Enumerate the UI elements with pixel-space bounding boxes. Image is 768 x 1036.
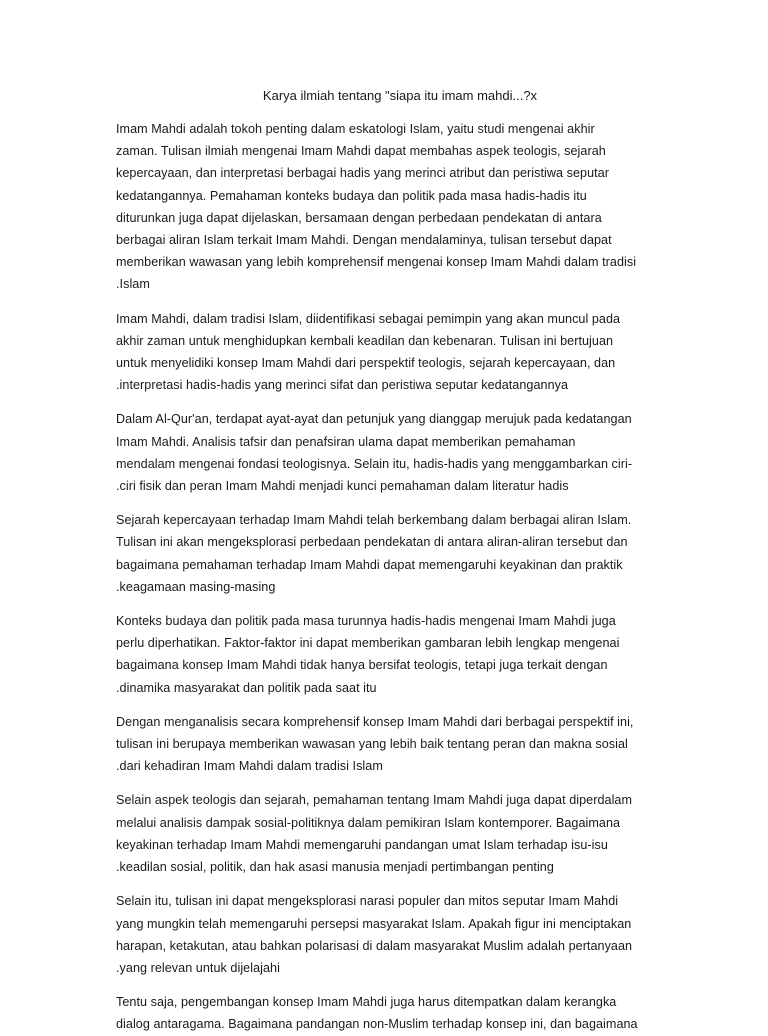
paragraph xyxy=(116,711,650,778)
paragraph-line: Imam Mahdi, dalam tradisi Islam, diidentifikasi sebagai pemimpin yang akan muncul pada xyxy=(116,311,621,326)
paragraph-line: dialog antaragama. Bagaimana pandangan non-Muslim terhadap konsep ini, dan bagaimana xyxy=(116,1017,638,1032)
paragraph-line: .keadilan sosial, politik, dan hak asasi manusia menjadi pertimbangan penting xyxy=(116,860,554,875)
paragraph-line: .dinamika masyarakat dan politik pada saat itu xyxy=(116,680,377,695)
paragraph-line: berbagai aliran Islam terkait Imam Mahdi. Dengan mendalaminya, tulisan tersebut dapat xyxy=(116,233,612,248)
paragraph-line: untuk menyelidiki konsep Imam Mahdi dari perspektif teologis, sejarah kepercayaan, dan xyxy=(116,356,616,371)
paragraph-line: Konteks budaya dan politik pada masa turunnya hadis-hadis mengenai Imam Mahdi juga xyxy=(116,614,616,629)
paragraph xyxy=(116,789,650,878)
paragraph-line: mendalam mengenai fondasi teologisnya. Selain itu, hadis-hadis yang menggambarkan ciri- xyxy=(116,456,633,471)
paragraph-line: Imam Mahdi adalah tokoh penting dalam eskatologi Islam, yaitu studi mengenai akhir xyxy=(116,122,595,136)
paragraph-line: zaman. Tulisan ilmiah mengenai Imam Mahdi dapat membahas aspek teologis, sejarah xyxy=(116,144,606,159)
paragraph-line: .Islam xyxy=(116,277,150,292)
paragraph-line: .yang relevan untuk dijelajahi xyxy=(116,960,280,975)
paragraph xyxy=(116,118,650,296)
paragraph-line: kepercayaan, dan interpretasi berbagai hadis yang merinci atribut dan peristiwa seputar xyxy=(116,166,609,181)
paragraph-line: .keagamaan masing-masing xyxy=(116,579,276,594)
document-title: Karya ilmiah tentang "siapa itu imam mahdi...?x xyxy=(262,88,538,103)
paragraph-line: harapan, ketakutan, atau bahkan polarisasi di dalam masyarakat Muslim adalah pertanyaan xyxy=(116,938,633,953)
document-body xyxy=(116,118,650,1036)
paragraph xyxy=(116,991,650,1035)
paragraph-line: bagaimana pemahaman terhadap Imam Mahdi dapat memengaruhi keyakinan dan praktik xyxy=(116,557,623,572)
paragraph-line: Tulisan ini akan mengeksplorasi perbedaan pendekatan di antara aliran-aliran tersebut dan xyxy=(116,535,628,550)
paragraph xyxy=(116,610,650,699)
paragraph-line: Selain aspek teologis dan sejarah, pemahaman tentang Imam Mahdi juga dapat diperdalam xyxy=(116,793,633,808)
paragraph-line: keyakinan terhadap Imam Mahdi memengaruhi pandangan umat Islam terhadap isu-isu xyxy=(116,837,608,852)
paragraph-line: akhir zaman untuk menghidupkan kembali keadilan dan kebenaran. Tulisan ini bertujuan xyxy=(116,333,614,348)
paragraph-line: melalui analisis dampak sosial-politiknya dalam pemikiran Islam kontemporer. Bagaimana xyxy=(116,815,621,830)
paragraph-line: Imam Mahdi. Analisis tafsir dan penafsiran ulama dapat memberikan pemahaman xyxy=(116,434,576,449)
paragraph-line: Dalam Al-Qur'an, terdapat ayat-ayat dan petunjuk yang dianggap merujuk pada kedatangan xyxy=(116,412,632,427)
paragraph-line: yang mungkin telah memengaruhi persepsi masyarakat Islam. Apakah figur ini menciptakan xyxy=(116,916,632,931)
paragraph-line: kedatangannya. Pemahaman konteks budaya dan politik pada masa hadis-hadis itu xyxy=(116,188,587,203)
paragraph-line: memberikan wawasan yang lebih komprehensif mengenai konsep Imam Mahdi dalam tradisi xyxy=(116,255,637,270)
paragraph-line: perlu diperhatikan. Faktor-faktor ini dapat memberikan gambaran lebih lengkap mengenai xyxy=(116,636,620,651)
paragraph-line: .ciri fisik dan peran Imam Mahdi menjadi kunci pemahaman dalam literatur hadis xyxy=(116,479,569,494)
paragraph-line: Selain itu, tulisan ini dapat mengeksplorasi narasi populer dan mitos seputar Imam Mahdi xyxy=(116,894,619,909)
paragraph xyxy=(116,890,650,979)
paragraph-line: diturunkan juga dapat dijelaskan, bersamaan dengan perbedaan pendekatan di antara xyxy=(116,210,602,225)
paragraph-line: .dari kehadiran Imam Mahdi dalam tradisi Islam xyxy=(116,759,383,774)
paragraph-line: Sejarah kepercayaan terhadap Imam Mahdi telah berkembang dalam berbagai aliran Islam. xyxy=(116,513,632,528)
paragraph-line: Tentu saja, pengembangan konsep Imam Mahdi juga harus ditempatkan dalam kerangka xyxy=(116,995,617,1010)
paragraph-line: .interpretasi hadis-hadis yang merinci sifat dan peristiwa seputar kedatangannya xyxy=(116,378,569,393)
paragraph-line: bagaimana konsep Imam Mahdi tidak hanya bersifat teologis, tetapi juga terkait dengan xyxy=(116,658,608,673)
paragraph-line: tulisan ini berupaya memberikan wawasan yang lebih baik tentang peran dan makna sosial xyxy=(116,737,628,752)
paragraph xyxy=(116,509,650,598)
paragraph xyxy=(116,408,650,497)
paragraph xyxy=(116,308,650,397)
paragraph-line: Dengan menganalisis secara komprehensif konsep Imam Mahdi dari berbagai perspektif ini, xyxy=(116,714,634,729)
